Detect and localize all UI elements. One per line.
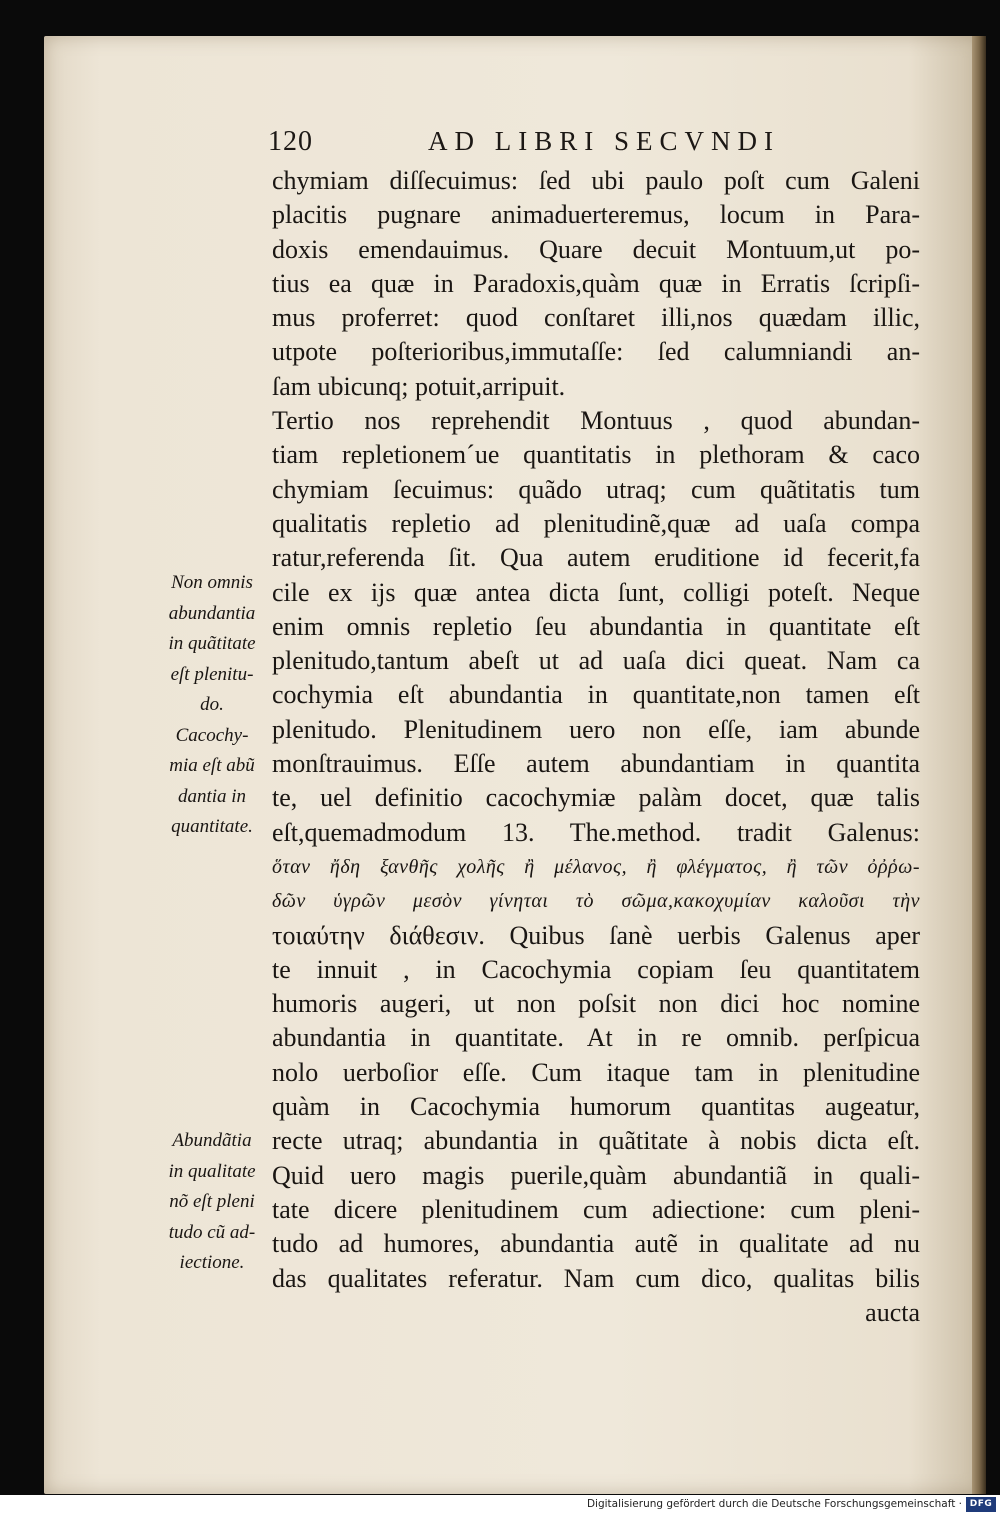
text-line: aucta [865,1297,920,1327]
text-line: cochymia eſt abundantia in quantitate,non tamen eſt [272,680,920,710]
text-line: doxis emendauimus. Quare decuit Montuum,ut po- [272,234,920,264]
text-line: utpote poſterioribus,immutaſſe: ſed calumniandi an- [272,337,920,367]
text-line: enim omnis repletio ſeu abundantia in quantitate eſt [272,611,920,641]
marginal-note-line: Abundãtia [172,1130,252,1151]
digitization-footer [0,1495,1000,1515]
text-line: ὅταν ἤδη ξανθῆς χολῆς ἢ μέλανος, ἢ φλέγματος, ἢ τῶν ὀῤῥω- [272,855,920,878]
marginal-note-line: Non omnis [171,572,253,593]
marginal-note-line: eſt plenitu- [170,663,254,685]
text-line: ſam ubicunq; potuit,arripuit. [272,371,566,401]
text-line: tate dicere plenitudinem cum adiectione: cum pleni- [272,1194,920,1224]
text-line: cile ex iјs quæ antea dicta ſunt, colligi poteſt. Neque [272,577,920,607]
marginal-note-line: iectione. [179,1252,245,1273]
marginal-note-line: in qualitate [168,1160,256,1182]
text-line: chymiam ſecuimus: quãdo utraq; cum quãtitatis tum [272,474,920,504]
marginal-note-line: mia eſt abũ [169,755,255,776]
text-line: tudo ad humores, abundantia autẽ in qualitate ad nu [272,1229,920,1259]
text-line: Quid uero magis puerile,quàm abundantiã in quali- [272,1160,920,1190]
page-edge [972,36,986,1494]
text-line: plenitudo. Plenitudinem uero non eſſe, iam abunde [272,714,920,744]
footer-credit: Digitalisierung gefördert durch die Deutsche Forschungsgemeinschaft · [586,1498,962,1510]
text-line: monſtrauimus. Eſſe autem abundantiam in quantita [272,749,920,779]
running-title: AD LIBRI SECVNDI [428,126,780,156]
text-line: δῶν ὑγρῶν μεσὸν γίνηται τὸ σῶμα,κακοχυμίαν καλοῦσι τὴν [272,890,920,913]
text-line: τοιαύτην διάθεσιν. Quibus ſanè uerbis Galenus aper [272,920,920,950]
marginal-note-line: do. [200,694,224,715]
marginal-note-line: dantia in [177,785,247,807]
marginal-note-line: tudo cũ ad- [168,1221,256,1243]
marginal-note-line: abundantia [168,602,256,624]
text-line: tius ea quæ in Paradoxis,quàm quæ in Erratis ſcripſi- [272,268,920,298]
marginal-note-plenitudo [152,568,272,843]
text-line: abundantia in quantitate. At in re omnib. perſpicua [272,1023,920,1053]
text-line: tiam repletionem´ue quantitatis in plethoram & caco [272,440,920,470]
text-line: mus proferret: quod conſtaret illi,nos quædam illic, [272,303,920,333]
text-line: placitis pugnare animaduerteremus, locum in Para- [272,200,920,230]
page-number: 120 [268,126,313,157]
text-line: te, uel definitio cacochymiæ palàm docet, quæ talis [272,783,920,813]
text-line: das qualitates referatur. Nam cum dico, qualitas bilis [272,1263,920,1293]
text-line: chymiam diſſecuimus: ſed ubi paulo poſt cum Galeni [272,166,920,195]
marginal-note-line: Cacochy- [175,724,249,746]
marginal-note-qualitate [152,1126,272,1279]
text-line: eſt,quemadmodum 13. The.method. tradit Galenus: [272,817,920,847]
body-text [272,164,920,1330]
marginal-note-line: nõ eſt pleni [169,1191,255,1212]
text-line: quàm in Cacochymia humorum quantitas augeatur, [272,1092,920,1122]
text-line: Tertio nos reprehendit Montuus , quod abundan- [272,406,920,436]
text-line: humoris augeri, ut non poſsit non dici hoc nomine [272,989,920,1019]
text-line: plenitudo,tantum abeſt ut ad uaſa dici queat. Nam ca [272,646,920,676]
text-line: nolo uerboſior eſſe. Cum itaque tam in plenitudine [272,1057,920,1087]
text-line: ratur,referenda ſit. Qua autem eruditione id fecerit,fa [272,543,920,573]
dfg-logo: DFG [966,1497,996,1512]
page-header [268,126,928,166]
text-line: qualitatis repletio ad plenitudinẽ,quæ ad uaſa compa [272,508,920,538]
text-line: te innuit , in Cacochymia copiam ſeu quantitatem [272,954,920,984]
marginal-note-line: quantitate. [171,816,253,837]
text-line: recte utraq; abundantia in quãtitate à nobis dicta eſt. [272,1126,920,1156]
marginal-note-line: in quãtitate [168,633,256,654]
